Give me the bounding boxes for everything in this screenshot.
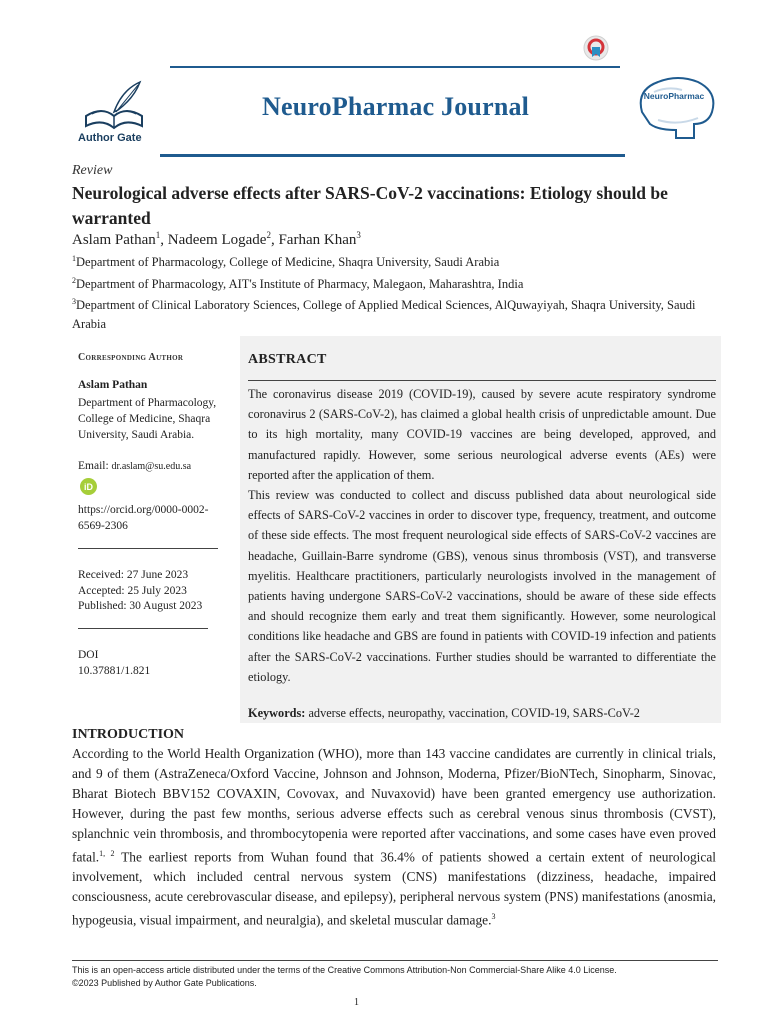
email-link[interactable]: dr.aslam@su.edu.sa xyxy=(111,461,192,472)
author-name: Aslam Pathan xyxy=(72,232,156,248)
paper-title: Neurological adverse effects after SARS-CoV-2 vaccinations: Etiology should be warranted xyxy=(72,183,668,228)
doi-label: DOI xyxy=(78,649,99,661)
abstract-paragraph: The coronavirus disease 2019 (COVID-19), caused by severe acute respiratory syndrome coronavirus 2 (SARS-CoV-2), has claimed a global health crisis of unpredictable amount. Due to its high mortality, many COVID-19 vaccines are being developed, approved, and manufactured rapidly. However, some serious neurological adverse events (AEs) were reported after the application of them. xyxy=(248,387,716,482)
doi-value[interactable]: 10.37881/1.821 xyxy=(78,665,151,677)
abstract-body xyxy=(248,384,716,687)
abstract-divider xyxy=(248,380,716,381)
keywords xyxy=(248,706,716,721)
copyright-note: ©2023 Published by Author Gate Publications. xyxy=(72,978,257,988)
author-affil-mark: 3 xyxy=(356,230,361,240)
received-date: Received: 27 June 2023 xyxy=(78,569,189,581)
introduction-heading: INTRODUCTION xyxy=(72,727,185,742)
corresponding-author-email xyxy=(78,460,191,472)
sidebar-divider xyxy=(78,628,208,629)
citation-ref[interactable]: 3 xyxy=(491,912,496,922)
neuropharmac-logo xyxy=(628,72,720,148)
author-list: Aslam Pathan$^1$, Nadeem Logade$^2$, Farhan Khan$^3$ xyxy=(72,230,361,248)
affiliation xyxy=(72,272,712,294)
corresponding-author-department: Department of Pharmacology, College of Medicine, Shaqra University, Saudi Arabia. xyxy=(78,397,217,442)
author-name: Farhan Khan xyxy=(278,232,357,248)
email-label: Email: xyxy=(78,460,109,472)
published-date: Published: 30 August 2023 xyxy=(78,600,203,612)
keywords-label: Keywords: xyxy=(248,706,306,720)
author-affil-mark: 2 xyxy=(266,230,271,240)
author-name: Nadeem Logade xyxy=(167,232,267,248)
keywords-list: adverse effects, neuropathy, vaccination, COVID-19, SARS-CoV-2 xyxy=(308,706,640,720)
citation-ref[interactable]: 1, 2 xyxy=(99,849,115,858)
introduction-body xyxy=(72,744,716,931)
corresponding-author-heading: Corresponding Author xyxy=(78,352,184,363)
footer-notes xyxy=(72,964,617,990)
affiliation-list xyxy=(72,250,712,333)
crossmark-icon[interactable] xyxy=(583,35,609,61)
doi-block xyxy=(78,647,150,679)
affiliation-text: Department of Pharmacology, College of Medicine, Shaqra University, Saudi Arabia xyxy=(76,255,500,270)
author-gate-logo xyxy=(74,76,154,156)
affiliation-text: Department of Clinical Laboratory Sciences, College of Applied Medical Sciences, AlQuwayiyah, Shaqra University, Saudi Arabia xyxy=(72,298,696,331)
corresponding-author-name: Aslam Pathan xyxy=(78,379,148,391)
author-gate-logo-text: Author Gate xyxy=(78,132,142,144)
affiliation-mark: 1 xyxy=(72,254,76,263)
orcid-link[interactable]: https://orcid.org/0000-0002-6569-2306 xyxy=(78,504,209,533)
affiliation xyxy=(72,250,712,272)
sidebar-divider xyxy=(78,548,218,549)
article-type: Review xyxy=(72,163,113,178)
neuropharmac-logo-text: NeuroPharmac xyxy=(643,91,705,101)
affiliation-text: Department of Pharmacology, AIT's Institute of Pharmacy, Malegaon, Maharashtra, India xyxy=(76,276,524,291)
orcid-icon[interactable]: iD xyxy=(80,478,97,495)
introduction-text: The earliest reports from Wuhan found that 36.4% of patients showed a certain extent of neurological involvement, which included central nervous system (CNS) manifestations (dizziness, headache, impaired consciousness, acute cerebrovascular disease, and epilepsy), peripheral nervous system (PNS) manifestations (anosmia, hypogeusia, visual impairment, and neuralgia), and skeletal muscular damage. xyxy=(72,849,716,928)
abstract-paragraph: This review was conducted to collect and discuss published data about neurological side effects of SARS-CoV-2 vaccines in order to discover type, frequency, treatment, and outcome of these side effects. The most frequent neurological side effects of SARS-CoV-2 vaccines are headache, Guillain-Barre syndrome (GBS), venous sinus thrombosis (VST), and transverse myelitis. Healthcare practitioners, particularly neurologists involved in the management of patients having undergone SARS-CoV-2 vaccinations, should be aware of these side effects and should recognize them early and treat them significantly. However, some neurological conditions like headache and GBS are found in patients with COVID-19 infection and patients after the SARS-CoV-2 vaccinations. Further studies should be warranted to differentiate the etiology. xyxy=(248,488,716,684)
author-affil-mark: 1 xyxy=(155,230,161,240)
header-top-rule xyxy=(170,66,620,68)
page-number: 1 xyxy=(354,997,359,1008)
abstract-heading: ABSTRACT xyxy=(248,352,327,367)
journal-title: NeuroPharmac Journal xyxy=(262,92,530,121)
header-bottom-rule xyxy=(160,154,625,157)
license-note: This is an open-access article distributed under the terms of the Creative Commons Attribution-Non Commercial-Share Alike 4.0 License. xyxy=(72,965,617,975)
affiliation xyxy=(72,293,712,333)
accepted-date: Accepted: 25 July 2023 xyxy=(78,584,187,597)
affiliation-mark: 2 xyxy=(72,275,76,285)
footer-divider xyxy=(72,960,718,961)
introduction-text: According to the World Health Organization (WHO), more than 143 vaccine candidates are currently in clinical trials, and 9 of them (AstraZeneca/Oxford Vaccine, Johnson and Johnson, Moderna, Pfizer/BioNTech, Sinopharm, Sinovac, Bharat Biotech BBV152 COVAXIN, Covovax, and Nuvaxovid) have been granted emergency use authorization. However, during the past few months, serious adverse effects such as cerebral venous sinus thrombosis (CVST), splanchnic vein thrombosis, and thrombocytopenia were reported after vaccinations, and some cases have even proved fatal. xyxy=(72,746,716,865)
article-dates xyxy=(78,568,223,615)
affiliation-mark: 3 xyxy=(72,297,76,307)
